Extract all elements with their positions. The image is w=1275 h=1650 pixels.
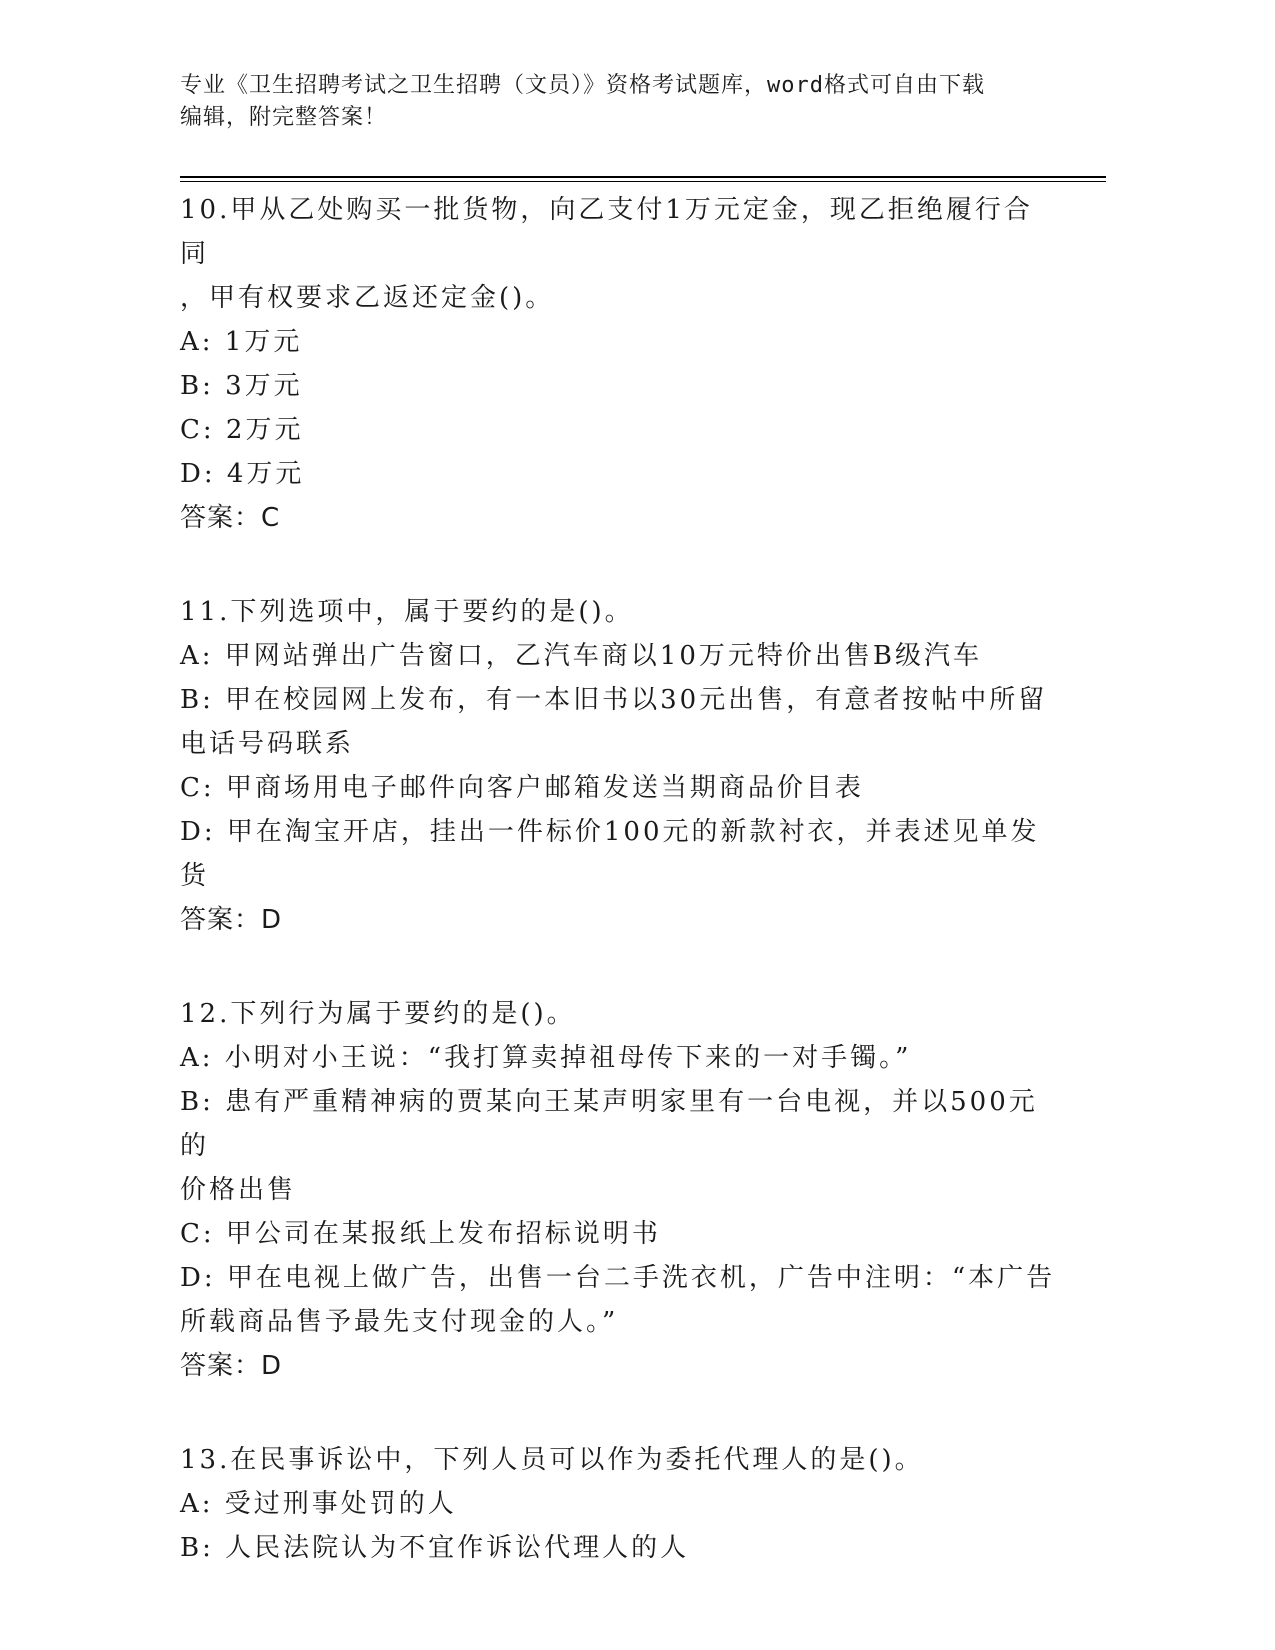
option-line: B: 患有严重精神病的贾某向王某声明家里有一台电视，并以500元的 [180,1087,1038,1161]
option-line: A: 甲网站弹出广告窗口，乙汽车商以10万元特价出售B级汽车 [180,641,982,671]
option-line: C: 甲公司在某报纸上发布招标说明书 [180,1219,661,1249]
option-line: C: 2万元 [180,415,304,445]
option-line: A: 小明对小王说：“我打算卖掉祖母传下来的一对手镯。” [180,1043,912,1073]
option-line: 电话号码联系 [180,729,355,759]
header-divider-thin [180,181,1106,182]
header-divider-thick [180,176,1106,178]
option-line: B: 3万元 [180,371,303,401]
question-stem-line: 13.在民事诉讼中，下列人员可以作为委托代理人的是()。 [180,1445,924,1475]
option-line: 价格出售 [180,1175,297,1205]
option-line: D: 甲在电视上做广告，出售一台二手洗衣机，广告中注明：“本广告 [180,1263,1056,1293]
header-line-2: 编辑，附完整答案！ [180,105,388,130]
option-line: 所载商品售予最先支付现金的人。” [180,1307,619,1337]
question-stem-line: 11.下列选项中，属于要约的是()。 [180,597,634,627]
question-block [180,590,1060,942]
question-stem-line: 12.下列行为属于要约的是()。 [180,999,576,1029]
option-line: D: 4万元 [180,459,305,489]
option-line: A: 受过刑事处罚的人 [180,1489,457,1519]
question-block [180,1438,1060,1570]
question-list [180,188,1060,1620]
document-header [180,70,1060,134]
question-block [180,188,1060,540]
option-line: C: 甲商场用电子邮件向客户邮箱发送当期商品价目表 [180,773,864,803]
question-block [180,992,1060,1388]
question-stem-line: 10.甲从乙处购买一批货物，向乙支付1万元定金，现乙拒绝履行合同 [180,195,1033,269]
header-line-1: 专业《卫生招聘考试之卫生招聘（文员）》资格考试题库，word格式可自由下载 [180,73,985,98]
question-stem-line: ，甲有权要求乙返还定金()。 [180,283,555,313]
option-line: A: 1万元 [180,327,303,357]
answer-line: 答案：C [180,503,281,533]
answer-line: 答案：D [180,905,283,935]
option-line: D: 甲在淘宝开店，挂出一件标价100元的新款衬衣，并表述见单发货 [180,817,1040,891]
answer-line: 答案：D [180,1351,283,1381]
option-line: B: 甲在校园网上发布，有一本旧书以30元出售，有意者按帖中所留 [180,685,1048,715]
option-line: B: 人民法院认为不宜作诉讼代理人的人 [180,1533,690,1563]
